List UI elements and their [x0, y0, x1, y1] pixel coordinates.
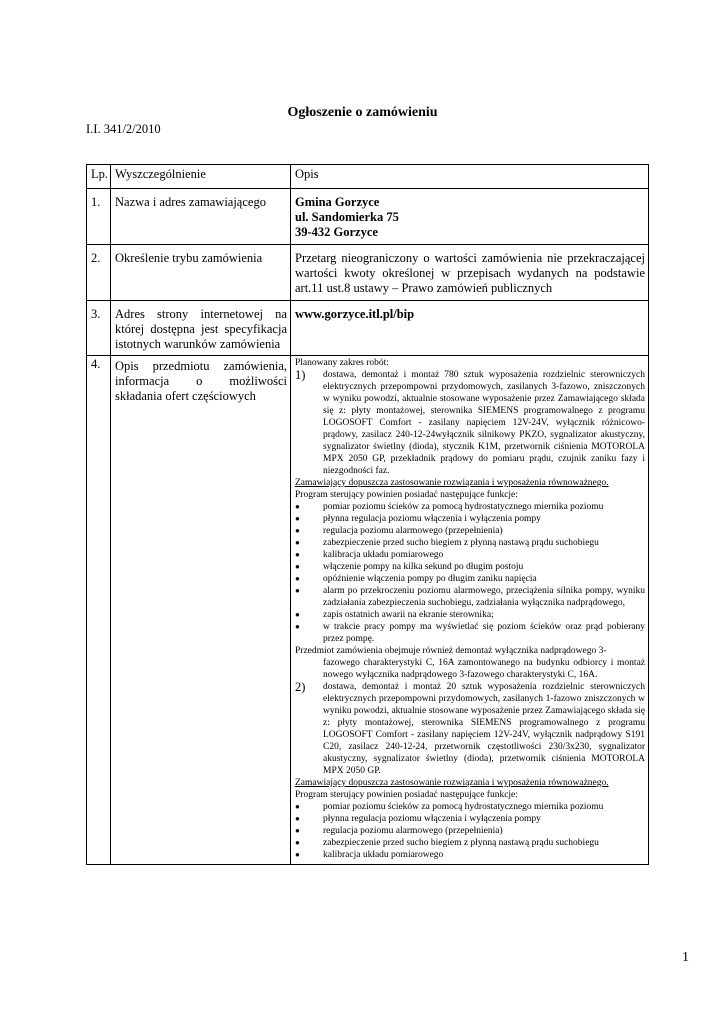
- item-text: dostawa, demontaż i montaż 780 sztuk wyposażenia rozdzielnic sterowniczych elektrycznych przepompowni przydomowych, zasilanych 3-fazowo, zniszczonych w wyniku powodzi, aktualnie stosowane wyposażenie przez Zamawiającego składa się z: płyty montażowej, sterownika SIEMENS programowalnego z programu LOGOSOFT Comfort - zasilany napięciem 12V-24V, wyłącznik różnicowo-prądowy, zasilacz 240-12-24wyłącznik silnikowy PKZO, sygnalizator akustyczny, sygnalizator świetlny (dioda), stycznik K1M, przetwornik ciśnienia MOTOROLA MPX 2050 GP, przekładnik prądowy do pomiaru prądu, czujnik zaniku fazy i niezgodności faz.: [323, 370, 645, 476]
- buyer-name: Gmina Gorzyce: [295, 195, 380, 209]
- row-number: 1.: [87, 189, 111, 245]
- row-label: Nazwa i adres zamawiającego: [111, 189, 291, 245]
- functions-intro: Program sterujący powinien posiadać następujące funkcje:: [295, 790, 518, 800]
- bullet-icon: ●: [295, 526, 300, 535]
- list-item: ● kalibracja układu pomiarowego: [295, 550, 444, 560]
- document-title: Ogłoszenie o zamówieniu: [287, 105, 438, 120]
- list-item: ● pomiar poziomu ścieków za pomocą hydrostatycznego miernika poziomu: [295, 802, 604, 812]
- header-item: Wyszczególnienie: [111, 165, 291, 189]
- row-label: Opis przedmiotu zamówienia, informacja o możliwości składania ofert częściowych: [111, 356, 291, 865]
- extra-scope-rest: fazowego charakterystyki C, 16A zamontowanego na budynku odbiorcy i montaż nowego wyłącznika nadprądowego 3-fazowego charakterystyki C, 16A.: [323, 658, 645, 680]
- bullet-icon: ●: [295, 838, 300, 847]
- equivalent-note: Zamawiający dopuszcza zastosowanie rozwiązania i wyposażenia równoważnego.: [295, 478, 609, 488]
- functions-list: [295, 801, 645, 861]
- row-label: Adres strony internetowej na której dostępna jest specyfikacja istotnych warunków zamówienia: [111, 301, 291, 356]
- bullet-icon: ●: [295, 850, 300, 859]
- bullet-icon: ●: [295, 610, 300, 619]
- reference-number: I.I. 341/2/2010: [86, 122, 161, 136]
- list-item: ● zabezpieczenie przed sucho biegiem z płynną nastawą prądu suchobiegu: [295, 838, 599, 848]
- bullet-icon: ●: [295, 586, 300, 595]
- bullet-icon: ●: [295, 802, 300, 811]
- list-item: ● w trakcie pracy pompy ma wyświetlać się poziom ścieków oraz prąd pobierany przez pompę.: [295, 622, 645, 644]
- table-row: [87, 189, 649, 245]
- list-item: ● opóźnienie włączenia pompy po długim zaniku napięcia: [295, 574, 537, 584]
- bullet-icon: ●: [295, 826, 300, 835]
- row-number: 3.: [87, 301, 111, 356]
- functions-intro: Program sterujący powinien posiadać następujące funkcje:: [295, 490, 518, 500]
- list-item: ● regulacja poziomu alarmowego (przepełnienia): [295, 826, 503, 836]
- row-description: [291, 356, 649, 865]
- list-item: ● zapis ostatnich awarii na ekranie sterownika;: [295, 610, 494, 620]
- list-item: ● kalibracja układu pomiarowego: [295, 850, 444, 860]
- list-item: ● płynna regulacja poziomu włączenia i wyłączenia pompy: [295, 514, 541, 524]
- list-item: ● alarm po przekroczeniu poziomu alarmowego, przeciążenia silnika pompy, wyniku zadziałania zabezpieczenia suchobiegu, zadziałania wyłącznika nadprądowego,: [295, 586, 645, 608]
- row-number: 2.: [87, 245, 111, 301]
- header-description: Opis: [291, 165, 649, 189]
- page-number: 1: [682, 950, 689, 965]
- row-description: www.gorzyce.itl.pl/bip: [291, 301, 649, 356]
- bullet-icon: ●: [295, 538, 300, 547]
- header-lp: Lp.: [87, 165, 111, 189]
- item-number: 2): [295, 680, 306, 694]
- row-label: Określenie trybu zamówienia: [111, 245, 291, 301]
- list-item: ● zabezpieczenie przed sucho biegiem z płynną nastawą prądu suchobiegu: [295, 538, 599, 548]
- scope-intro: Planowany zakres robót:: [295, 358, 389, 368]
- order-table: [86, 164, 649, 865]
- bullet-icon: ●: [295, 574, 300, 583]
- scope-item-1: [295, 369, 645, 477]
- item-number: 1): [295, 368, 306, 382]
- equivalent-note: Zamawiający dopuszcza zastosowanie rozwiązania i wyposażenia równoważnego.: [295, 778, 609, 788]
- row-number: 4.: [87, 356, 111, 865]
- table-row: [87, 245, 649, 301]
- functions-list: [295, 501, 645, 645]
- table-row: [87, 301, 649, 356]
- item-text: dostawa, demontaż i montaż 20 sztuk wyposażenia rozdzielnic sterowniczych elektrycznych przepompowni przydomowych, zasilanych 1-fazowo zniszczonych w wyniku powodzi, aktualnie stosowane wyposażenie przez Zamawiającego składa się z: płyty montażowej, sterownika SIEMENS programowalnego z programu LOGOSOFT Comfort - zasilany napięciem 12V-24V, wyłącznik nadprądowy S191 C20, zasilacz 240-12-24, przetwornik częstotliwości 230/3x230, sygnalizator akustyczny, sygnalizator świetlny (dioda), przetwornik ciśnienia MOTOROLA MPX 2050 GP.: [323, 682, 645, 776]
- scope-item-2: [295, 681, 645, 777]
- bullet-icon: ●: [295, 502, 300, 511]
- table-header-row: [87, 165, 649, 189]
- bullet-icon: ●: [295, 514, 300, 523]
- list-item: ● włączenie pompy na kilka sekund po długim postoju: [295, 562, 524, 572]
- bullet-icon: ●: [295, 562, 300, 571]
- row-description: [291, 189, 649, 245]
- bullet-icon: ●: [295, 550, 300, 559]
- list-item: ● regulacja poziomu alarmowego (przepełnienia): [295, 526, 503, 536]
- bullet-icon: ●: [295, 814, 300, 823]
- table-row: [87, 356, 649, 865]
- bullet-icon: ●: [295, 622, 300, 631]
- list-item: ● pomiar poziomu ścieków za pomocą hydrostatycznego miernika poziomu: [295, 502, 604, 512]
- extra-scope-first: Przedmiot zamówienia obejmuje również demontaż wyłącznika nadprądowego 3-: [295, 646, 607, 656]
- buyer-city: 39-432 Gorzyce: [295, 225, 378, 239]
- buyer-street: ul. Sandomierka 75: [295, 210, 399, 224]
- row-description: Przetarg nieograniczony o wartości zamówienia nie przekraczającej wartości kwoty określonej w przepisach wydanych na podstawie art.11 ust.8 ustawy – Prawo zamówień publicznych: [291, 245, 649, 301]
- list-item: ● płynna regulacja poziomu włączenia i wyłączenia pompy: [295, 814, 541, 824]
